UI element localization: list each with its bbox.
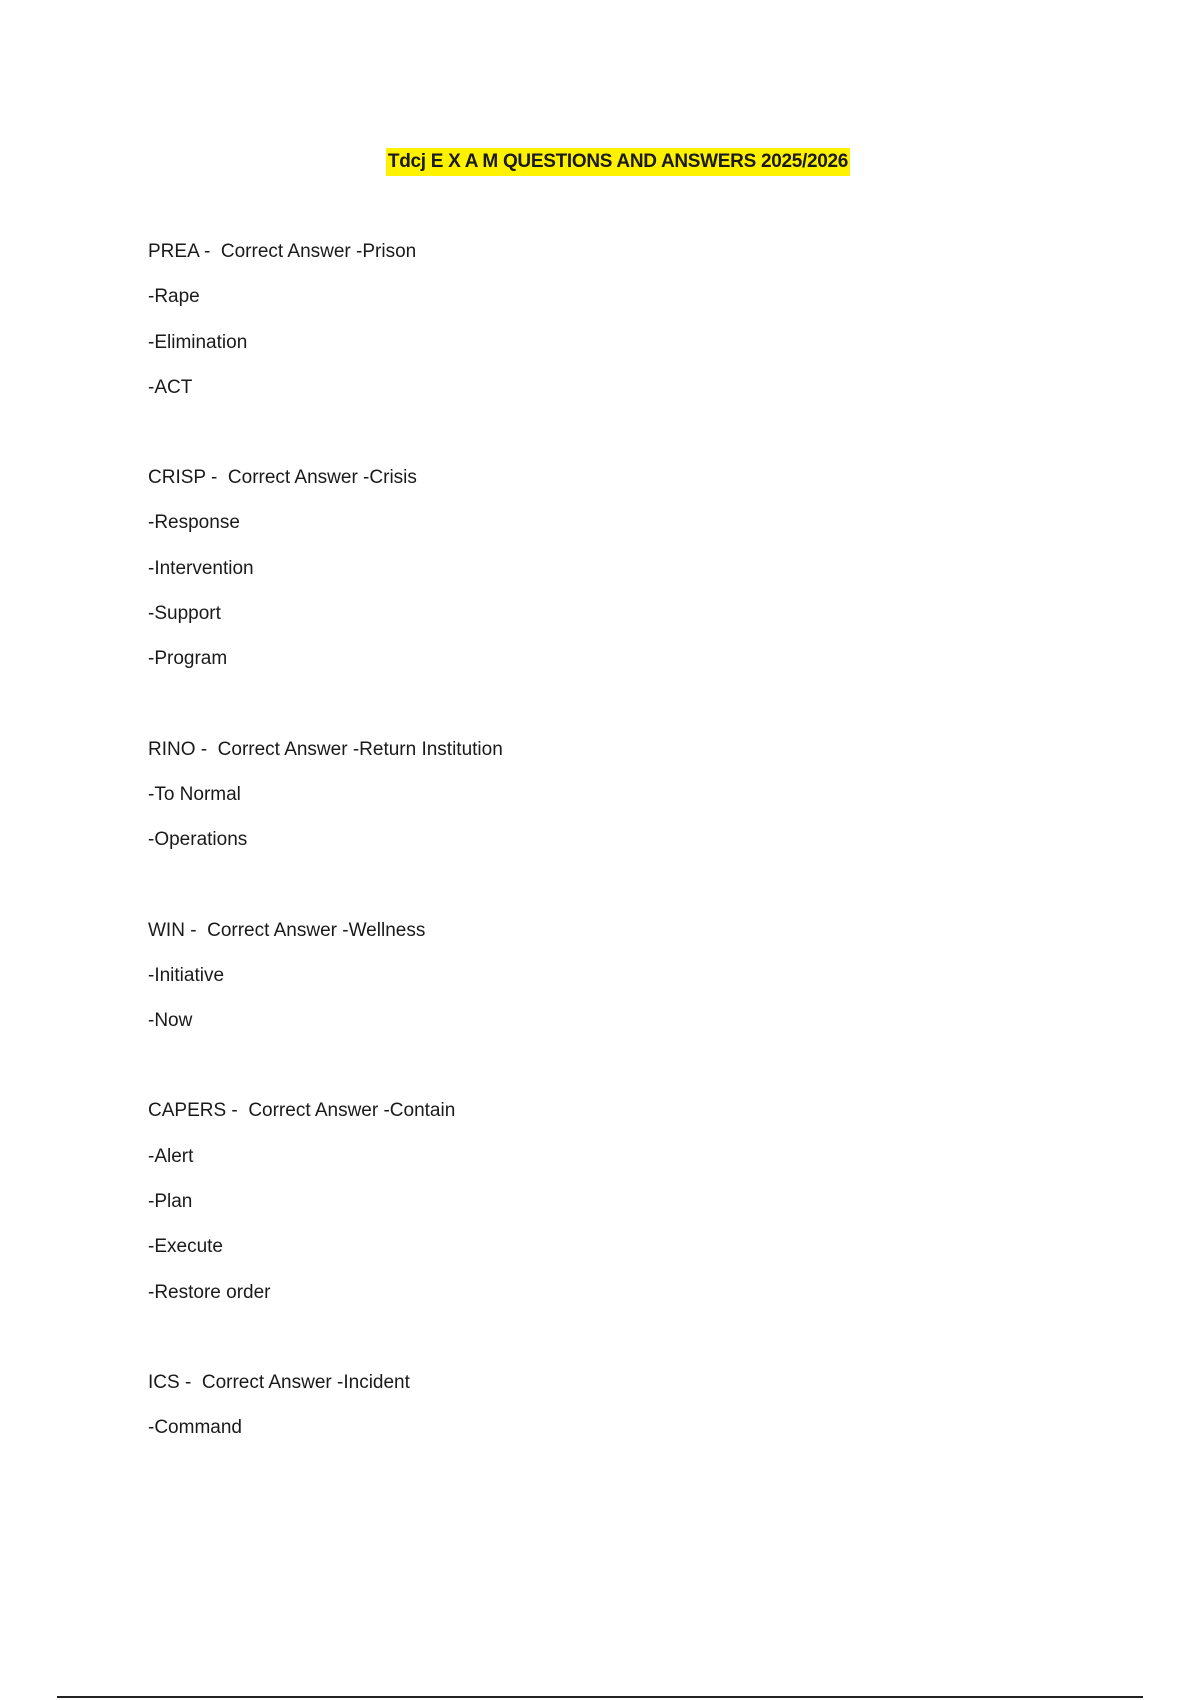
document-title: Tdcj E X A M QUESTIONS AND ANSWERS 2025/2026: [386, 148, 850, 176]
answer-label: Correct Answer: [220, 241, 351, 262]
answer-line: -Response: [148, 512, 240, 534]
footer-divider: [57, 1696, 1143, 1698]
separator: -: [179, 1371, 202, 1393]
answer-line: -Support: [148, 603, 221, 625]
answer-first-word: Crisis: [369, 467, 417, 489]
question-line: [148, 738, 1048, 783]
question-line: [148, 1371, 1048, 1416]
separator: -: [226, 1100, 249, 1122]
separator: -: [198, 241, 221, 262]
answer-line: -Execute: [148, 1236, 223, 1258]
answer-label: Correct Answer: [217, 738, 348, 760]
answer-label: Correct Answer: [207, 919, 337, 941]
answer-line: -Intervention: [148, 557, 254, 579]
answer-line: -Now: [148, 1010, 193, 1032]
answer-line: -ACT: [148, 376, 193, 398]
answer-label: Correct Answer: [201, 1371, 332, 1393]
question-term: CAPERS: [148, 1100, 227, 1122]
answer-label: Correct Answer: [248, 1100, 379, 1122]
answer-line: -Elimination: [148, 331, 248, 353]
answer-line: -Initiative: [148, 964, 225, 986]
answer-line: -Alert: [148, 1145, 194, 1167]
qa-entry-capers: [148, 1099, 1048, 1325]
title-container: [0, 148, 1200, 176]
separator: -: [378, 1100, 390, 1122]
question-line: [148, 919, 1048, 964]
answer-line: -Operations: [148, 829, 248, 851]
separator: -: [205, 467, 228, 489]
question-term: CRISP: [148, 467, 206, 489]
qa-entry-rino: [148, 738, 1048, 874]
answer-first-word: Wellness: [348, 919, 426, 941]
answer-first-word: Contain: [389, 1100, 456, 1122]
answer-line: -Rape: [148, 286, 200, 308]
qa-entry-prea: [148, 240, 1048, 421]
question-term: RINO: [148, 738, 196, 760]
separator: -: [336, 919, 349, 941]
question-line: [148, 240, 1048, 285]
answer-line: -Command: [148, 1417, 242, 1439]
question-term: WIN: [148, 919, 185, 941]
question-line: [148, 1099, 1048, 1144]
answer-line: -Plan: [148, 1191, 193, 1213]
qa-entry-win: [148, 919, 1048, 1055]
separator: -: [347, 738, 360, 760]
separator: -: [195, 738, 218, 760]
answer-first-word: Return Institution: [359, 738, 503, 760]
answer-first-word: Incident: [343, 1371, 410, 1393]
answer-line: -Restore order: [148, 1281, 271, 1303]
question-line: [148, 466, 1048, 511]
answer-label: Correct Answer: [227, 467, 358, 489]
question-term: ICS: [148, 1371, 180, 1393]
separator: -: [350, 241, 363, 262]
qa-list: [148, 240, 1048, 1507]
qa-entry-crisp: [148, 466, 1048, 692]
answer-line: -Program: [148, 648, 228, 670]
separator: -: [184, 919, 208, 941]
answer-line: -To Normal: [148, 783, 241, 805]
question-term: PREA: [148, 241, 199, 262]
qa-entry-ics: [148, 1371, 1048, 1462]
separator: -: [331, 1371, 344, 1393]
answer-first-word: Prison: [362, 241, 417, 262]
separator: -: [357, 467, 370, 489]
